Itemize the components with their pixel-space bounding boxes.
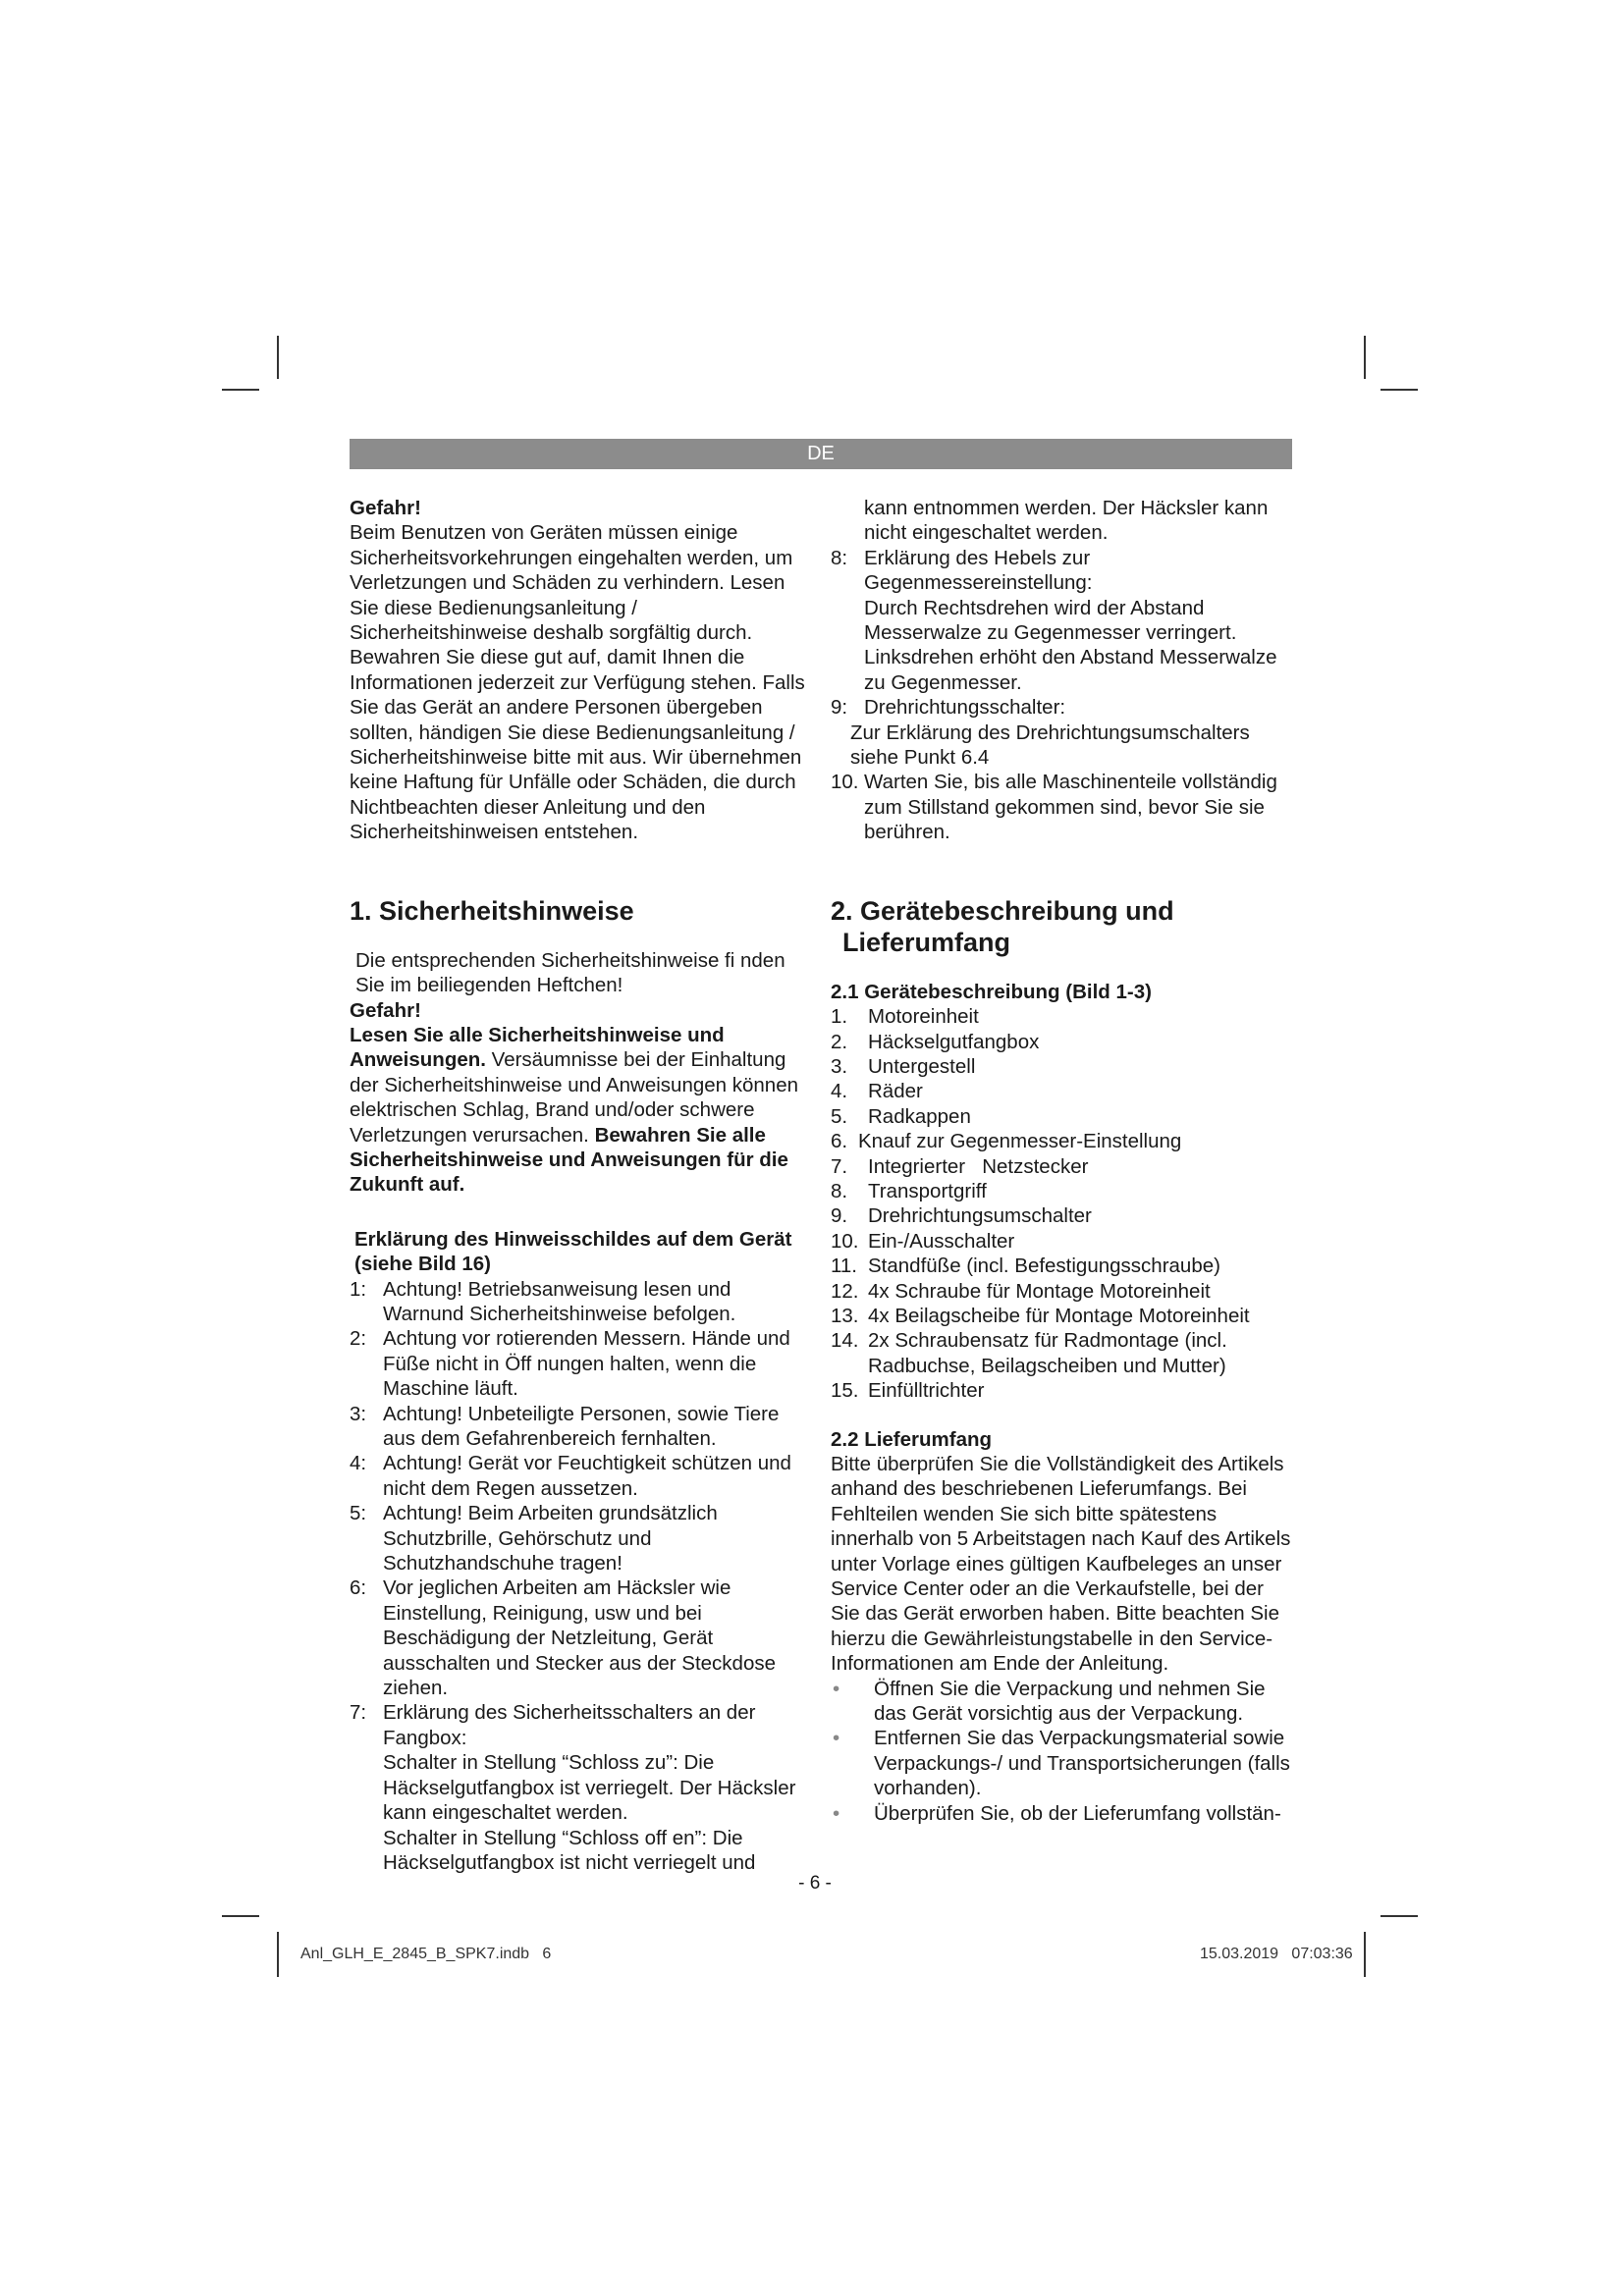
list-item: 1: Achtung! Betriebsanweisung lesen und Warnund Sicherheitshinweise befolgen. (350, 1277, 736, 1325)
language-header-bar (350, 439, 1292, 469)
item-7-detail-a: Schalter in Stellung “Schloss zu”: Die Häckselgutfangbox ist verriegelt. Der Häcksler kann eingeschaltet werden. (383, 1751, 796, 1825)
bullet-list (831, 1677, 1292, 1826)
list-item: 3: Achtung! Unbeteiligte Personen, sowie Tiere aus dem Gefahrenbereich fernhalten. (350, 1402, 780, 1450)
section-2-title: 2. Gerätebeschreibung und Lieferumfang (831, 895, 1174, 957)
crop-mark (1380, 1915, 1418, 1917)
bullet-icon: • (833, 1801, 840, 1825)
list-item: 2. Häckselgutfangbox (831, 1030, 1040, 1053)
timestamp: 15.03.2019 07:03:36 (1200, 1946, 1353, 1962)
section-1-danger: Gefahr! (350, 998, 421, 1022)
list-item: 8: Erklärung des Hebels zur Gegenmessereinstellung: (831, 546, 1093, 595)
warning-bold-1: Lesen Sie alle Sicherheitshinweise und Anweisungen. (350, 1023, 725, 1072)
list-item: • Öffnen Sie die Verpackung und nehmen Sie das Gerät vorsichtig aus der Verpackung. (833, 1677, 1266, 1726)
file-name: Anl_GLH_E_2845_B_SPK7.indb 6 (300, 1946, 552, 1962)
danger-title: Gefahr! (350, 497, 421, 519)
section-1-title: 1. Sicherheitshinweise (350, 895, 634, 926)
list-item: 7: Erklärung des Sicherheitsschalters an der Fangbox: (350, 1701, 756, 1749)
list-item: 5: Achtung! Beim Arbeiten grundsätzlich Schutzbrille, Gehörschutz und Schutzhandschuhe tragen! (350, 1502, 718, 1575)
sign-list (350, 1277, 811, 1876)
subsection-2-2-title: 2.2 Lieferumfang (831, 1427, 993, 1451)
parts-list (831, 1004, 1292, 1404)
crop-mark (1364, 336, 1366, 379)
page-number: - 6 - (798, 1873, 832, 1894)
language-code: DE (807, 443, 835, 464)
list-item: 15. Einfülltrichter (831, 1379, 985, 1403)
crop-mark (277, 1932, 279, 1977)
item-7-detail-b: Schalter in Stellung “Schloss off en”: Die Häckselgutfangbox ist nicht verriegelt und (383, 1826, 756, 1874)
list-item: 4. Räder (831, 1080, 923, 1103)
list-item: 8. Transportgriff (831, 1179, 987, 1202)
list-item: 6: Vor jeglichen Arbeiten am Häcksler wie Einstellung, Reinigung, usw und bei Beschädigung der Netzleitung, Gerät ausschalten und Stecker aus der Steckdose ziehen. (350, 1576, 776, 1700)
list-item: 11. Standfüße (incl. Befestigungsschraube) (831, 1255, 1220, 1278)
list-item: 9. Drehrichtungsumschalter (831, 1204, 1092, 1228)
list-item: 5. Radkappen (831, 1104, 971, 1128)
warning-text: Versäumnisse bei der Einhaltung der Sicherheitshinweise und Anweisungen können elektrischen Schlag, Brand und/oder schwere Verletzungen verursachen. (350, 1048, 799, 1147)
bullet-icon: • (833, 1677, 840, 1700)
section-1-intro: Die entsprechenden Sicherheitshinweise fi nden Sie im beiliegenden Heftchen! (355, 948, 785, 997)
bullet-icon: • (833, 1727, 840, 1750)
crop-mark (222, 389, 259, 391)
list-item: 9: Drehrichtungsschalter: (831, 696, 1066, 720)
list-item: 1. Motoreinheit (831, 1005, 979, 1029)
item-8-detail: Durch Rechtsdrehen wird der Abstand Messerwalze zu Gegenmesser verringert. Linksdrehen erhöht den Abstand Messerwalze zu Gegenmesser. (864, 596, 1277, 694)
crop-mark (277, 336, 279, 379)
list-item: 13. 4x Beilagscheibe für Montage Motoreinheit (831, 1304, 1250, 1327)
crop-mark (1364, 1932, 1366, 1977)
list-item: 10. Ein-/Ausschalter (831, 1229, 1015, 1253)
warning-paragraph (350, 1023, 811, 1198)
item-7-continued: kann entnommen werden. Der Häcksler kann nicht eingeschaltet werden. (864, 497, 1269, 545)
list-item: 12. 4x Schraube für Montage Motoreinheit (831, 1279, 1211, 1303)
item-9-detail: Zur Erklärung des Drehrichtungsumschalters siehe Punkt 6.4 (850, 721, 1250, 770)
left-column (350, 496, 811, 1875)
sign-explanation-title: Erklärung des Hinweisschildes auf dem Gerät (siehe Bild 16) (354, 1227, 792, 1276)
subsection-2-1-title: 2.1 Gerätebeschreibung (Bild 1-3) (831, 980, 1152, 1003)
list-item: 7. Integrierter Netzstecker (831, 1154, 1089, 1178)
right-column (831, 496, 1292, 1826)
crop-mark (1380, 389, 1418, 391)
crop-mark (222, 1915, 259, 1917)
list-item: 14. 2x Schraubensatz für Radmontage (incl. Radbuchse, Beilagscheiben und Mutter) (831, 1329, 1227, 1377)
danger-text: Beim Benutzen von Geräten müssen einige Sicherheitsvorkehrungen eingehalten werden, um Verletzungen und Schäden zu verhindern. Lesen Sie diese Bedienungsanleitung / Sicherheitshinweise deshalb sorgfältig durch. Bewahren Sie diese gut auf, damit Ihnen die Informationen jederzeit zur Verfügung stehen. Falls Sie das Gerät an andere Personen übergeben sollten, händigen Sie diese Bedienungsanleitung / Sicherheitshinweise bitte mit aus. Wir übernehmen keine Haftung für Unfälle oder Schäden, die durch Nichtbeachten dieser Anleitung und den Sicherheitshinweisen entstehen. (350, 521, 805, 844)
list-item: 2: Achtung vor rotierenden Messern. Hände und Füße nicht in Öff nungen halten, wenn die Maschine läuft. (350, 1327, 790, 1401)
list-item: 4: Achtung! Gerät vor Feuchtigkeit schützen und nicht dem Regen aussetzen. (350, 1452, 791, 1500)
list-item: 10. Warten Sie, bis alle Maschinenteile vollständig zum Stillstand gekommen sind, bevor Sie sie berühren. (831, 771, 1277, 844)
list-item: • Entfernen Sie das Verpackungsmaterial sowie Verpackungs-/ und Transportsicherungen (falls vorhanden). (833, 1727, 1290, 1800)
list-item: 6. Knauf zur Gegenmesser-Einstellung (831, 1130, 1182, 1153)
subsection-2-2-text: Bitte überprüfen Sie die Vollständigkeit des Artikels anhand des beschriebenen Lieferumfangs. Bei Fehlteilen wenden Sie sich bitte spätestens innerhalb von 5 Arbeitstagen nach Kauf des Artikels unter Vorlage eines gültigen Kaufbeleges an unser Service Center oder an die Verkaufstelle, bei der Sie das Gerät erworben haben. Bitte beachten Sie hierzu die Gewährleistungstabelle in den Service-Informationen am Ende der Anleitung. (831, 1453, 1291, 1676)
list-item: • Überprüfen Sie, ob der Lieferumfang vollstän- (833, 1801, 1281, 1825)
list-item: 3. Untergestell (831, 1054, 976, 1078)
warning-bold-2: Bewahren Sie alle Sicherheitshinweise und Anweisungen für die Zukunft auf. (350, 1123, 788, 1197)
